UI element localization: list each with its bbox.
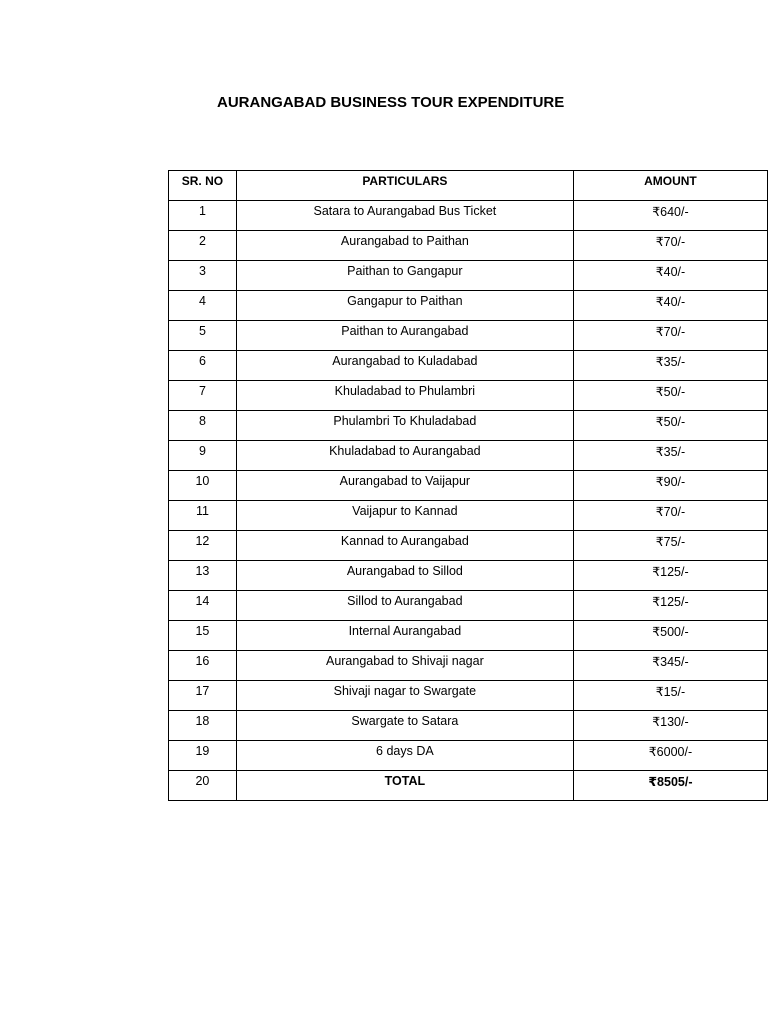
cell-sr-no: 5 bbox=[169, 321, 237, 351]
cell-amount: ₹75/- bbox=[573, 531, 767, 561]
table-row bbox=[169, 561, 768, 591]
cell-amount: ₹70/- bbox=[573, 501, 767, 531]
cell-particular: Internal Aurangabad bbox=[236, 621, 573, 651]
cell-particular: Shivaji nagar to Swargate bbox=[236, 681, 573, 711]
cell-sr-no: 14 bbox=[169, 591, 237, 621]
cell-amount: ₹35/- bbox=[573, 351, 767, 381]
table-row bbox=[169, 291, 768, 321]
cell-particular: Aurangabad to Sillod bbox=[236, 561, 573, 591]
cell-sr-no: 16 bbox=[169, 651, 237, 681]
cell-sr-no: 10 bbox=[169, 471, 237, 501]
cell-particular: Aurangabad to Vaijapur bbox=[236, 471, 573, 501]
table-row bbox=[169, 411, 768, 441]
cell-amount: ₹130/- bbox=[573, 711, 767, 741]
cell-particular: Khuladabad to Phulambri bbox=[236, 381, 573, 411]
table-row bbox=[169, 681, 768, 711]
cell-amount: ₹500/- bbox=[573, 621, 767, 651]
cell-particular: Sillod to Aurangabad bbox=[236, 591, 573, 621]
table-row bbox=[169, 231, 768, 261]
cell-sr-no: 4 bbox=[169, 291, 237, 321]
cell-sr-no: 9 bbox=[169, 441, 237, 471]
page-title: AURANGABAD BUSINESS TOUR EXPENDITURE bbox=[217, 94, 565, 111]
cell-amount: ₹70/- bbox=[573, 321, 767, 351]
cell-sr-no: 3 bbox=[169, 261, 237, 291]
table-row bbox=[169, 711, 768, 741]
expenditure-table bbox=[168, 170, 768, 801]
table-row bbox=[169, 651, 768, 681]
table-header-row bbox=[169, 171, 768, 201]
table-row bbox=[169, 321, 768, 351]
cell-amount: ₹125/- bbox=[573, 591, 767, 621]
cell-amount: ₹90/- bbox=[573, 471, 767, 501]
cell-sr-no: 8 bbox=[169, 411, 237, 441]
cell-particular: Phulambri To Khuladabad bbox=[236, 411, 573, 441]
cell-sr-no: 6 bbox=[169, 351, 237, 381]
cell-particular: Satara to Aurangabad Bus Ticket bbox=[236, 201, 573, 231]
cell-amount: ₹345/- bbox=[573, 651, 767, 681]
total-sr-no: 20 bbox=[169, 771, 237, 801]
cell-particular: Swargate to Satara bbox=[236, 711, 573, 741]
cell-sr-no: 13 bbox=[169, 561, 237, 591]
cell-particular: Aurangabad to Paithan bbox=[236, 231, 573, 261]
total-label: TOTAL bbox=[236, 771, 573, 801]
table-row bbox=[169, 501, 768, 531]
header-sr-no: SR. NO bbox=[169, 171, 237, 201]
cell-particular: Paithan to Gangapur bbox=[236, 261, 573, 291]
header-amount: AMOUNT bbox=[573, 171, 767, 201]
cell-sr-no: 11 bbox=[169, 501, 237, 531]
table-row bbox=[169, 471, 768, 501]
cell-sr-no: 17 bbox=[169, 681, 237, 711]
cell-particular: 6 days DA bbox=[236, 741, 573, 771]
cell-amount: ₹640/- bbox=[573, 201, 767, 231]
table-row bbox=[169, 531, 768, 561]
cell-amount: ₹40/- bbox=[573, 261, 767, 291]
cell-amount: ₹40/- bbox=[573, 291, 767, 321]
cell-sr-no: 15 bbox=[169, 621, 237, 651]
header-particulars: PARTICULARS bbox=[236, 171, 573, 201]
cell-particular: Kannad to Aurangabad bbox=[236, 531, 573, 561]
table-row bbox=[169, 201, 768, 231]
cell-sr-no: 18 bbox=[169, 711, 237, 741]
cell-sr-no: 1 bbox=[169, 201, 237, 231]
cell-sr-no: 7 bbox=[169, 381, 237, 411]
cell-sr-no: 19 bbox=[169, 741, 237, 771]
cell-amount: ₹35/- bbox=[573, 441, 767, 471]
cell-particular: Vaijapur to Kannad bbox=[236, 501, 573, 531]
table-row bbox=[169, 741, 768, 771]
cell-particular: Paithan to Aurangabad bbox=[236, 321, 573, 351]
table-row bbox=[169, 441, 768, 471]
table-row bbox=[169, 381, 768, 411]
cell-amount: ₹50/- bbox=[573, 381, 767, 411]
total-amount: ₹8505/- bbox=[573, 771, 767, 801]
total-row bbox=[169, 771, 768, 801]
cell-particular: Gangapur to Paithan bbox=[236, 291, 573, 321]
table-row bbox=[169, 621, 768, 651]
table-row bbox=[169, 591, 768, 621]
cell-particular: Khuladabad to Aurangabad bbox=[236, 441, 573, 471]
cell-sr-no: 2 bbox=[169, 231, 237, 261]
cell-sr-no: 12 bbox=[169, 531, 237, 561]
cell-amount: ₹70/- bbox=[573, 231, 767, 261]
table-body bbox=[169, 201, 768, 801]
cell-particular: Aurangabad to Shivaji nagar bbox=[236, 651, 573, 681]
cell-amount: ₹125/- bbox=[573, 561, 767, 591]
cell-amount: ₹50/- bbox=[573, 411, 767, 441]
cell-amount: ₹6000/- bbox=[573, 741, 767, 771]
cell-amount: ₹15/- bbox=[573, 681, 767, 711]
table-row bbox=[169, 351, 768, 381]
table-row bbox=[169, 261, 768, 291]
cell-particular: Aurangabad to Kuladabad bbox=[236, 351, 573, 381]
